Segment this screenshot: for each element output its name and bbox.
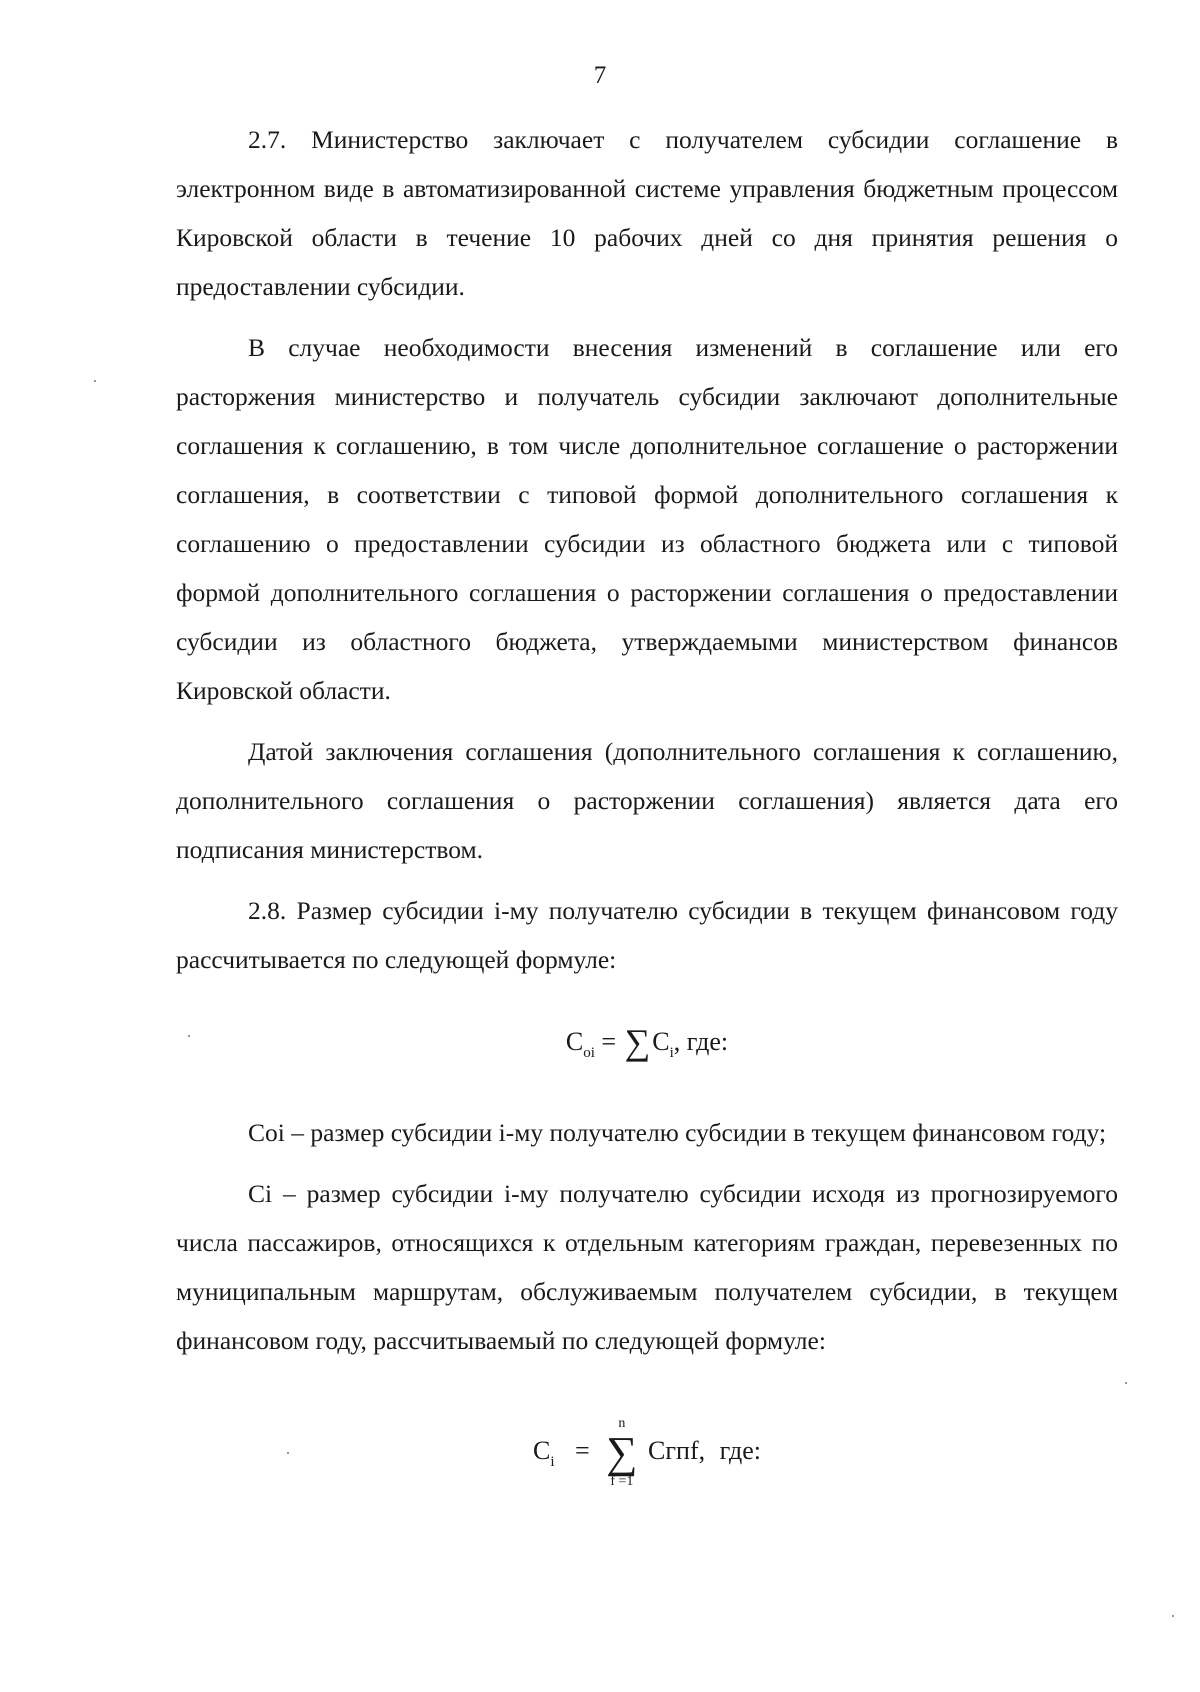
scan-speck — [94, 380, 96, 382]
sum-symbol: ∑ — [606, 1428, 638, 1477]
formula-lhs: C — [532, 1435, 551, 1465]
page-number: 7 — [593, 62, 607, 89]
scan-speck — [188, 1035, 190, 1037]
formula-tail: где: — [719, 1435, 761, 1465]
definition-coi: Coi – размер субсидии i-му получателю субсидии в текущем финансовом году; — [248, 1118, 1107, 1147]
formula-term: Cгпf, — [648, 1435, 706, 1465]
formula-equals: = — [575, 1435, 590, 1465]
formula-equals: = — [601, 1027, 617, 1056]
scan-speck — [287, 1452, 289, 1454]
definition-ci: Ci – размер субсидии i-му получателю субсидии исходя из прогнозируемого числа пассажиров, относящихся к отдельным категориям граждан, перевезенных по муниципальным маршрутам, обслуживаемым получателем субсидии, в текущем финансовом году, рассчитываемый по следующей формуле: — [176, 1179, 1118, 1355]
sum-with-limits — [606, 1417, 637, 1489]
sum-symbol: ∑ — [624, 1022, 651, 1062]
sum-upper-limit: n — [618, 1416, 626, 1431]
formula-tail: , где: — [673, 1027, 729, 1056]
scan-speck — [1125, 1382, 1127, 1384]
paragraph-2-7: 2.7. Министерство заключает с получателем субсидии соглашение в электронном виде в автоматизированной системе управления бюджетным процессом Кировской области в течение 10 рабочих дней со дня принятия решения о предоставлении субсидии. — [176, 125, 1118, 301]
formula-term: C — [652, 1027, 670, 1056]
formula-subsidy-total — [176, 1018, 1118, 1066]
document-body — [176, 115, 1118, 1489]
formula-lhs-subscript: oi — [583, 1045, 595, 1061]
paragraph-2-8: 2.8. Размер субсидии i-му получателю субсидии в текущем финансовом году рассчитывается по следующей формуле: — [176, 896, 1118, 974]
formula-term-subscript: i — [669, 1045, 674, 1061]
paragraph-conclusion-date: Датой заключения соглашения (дополнительного соглашения к соглашению, дополнительного соглашения о расторжении соглашения) является дата его подписания министерством. — [176, 737, 1118, 864]
paragraph-amendments: В случае необходимости внесения изменений в соглашение или его расторжения министерство и получатель субсидии заключают дополнительные соглашения к соглашению, в том числе дополнительное соглашение о расторжении соглашения, в соответствии с типовой формой дополнительного соглашения к соглашению о предоставлении субсидии из областного бюджета или с типовой формой дополнительного соглашения о расторжении соглашения о предоставлении субсидии из областного бюджета, утверждаемыми министерством финансов Кировской области. — [176, 333, 1118, 705]
scan-speck — [1172, 1615, 1174, 1617]
formula-lhs-subscript: i — [550, 1453, 555, 1470]
formula-lhs: C — [565, 1027, 584, 1056]
sum-lower-limit: f =1 — [610, 1474, 634, 1489]
formula-subsidy-per-route — [176, 1417, 1118, 1489]
